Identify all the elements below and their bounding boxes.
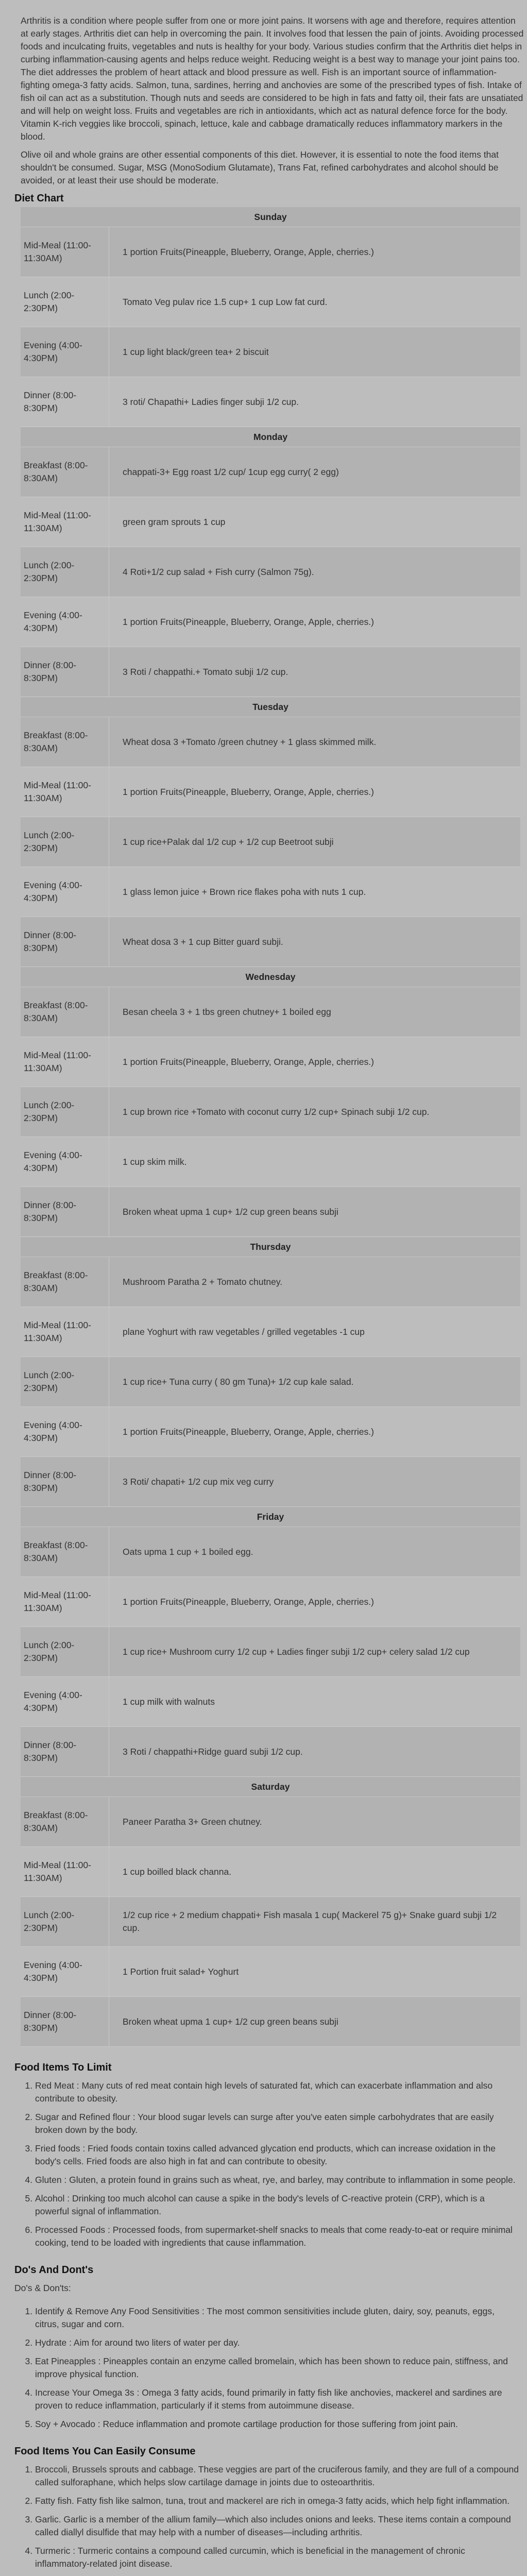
dos-item: 2. Hydrate : Aim for around two liters of water per day. xyxy=(35,2336,521,2349)
meal-time: Lunch (2:00-2:30PM) xyxy=(21,1357,109,1406)
meal-time: Mid-Meal (11:00-11:30AM) xyxy=(21,1037,109,1087)
meal-food: 1 glass lemon juice + Brown rice flakes poha with nuts 1 cup. xyxy=(123,886,366,897)
meal-time: Evening (4:00-4:30PM) xyxy=(21,1137,109,1187)
meal-row xyxy=(21,717,520,767)
limit-item: 3. Fried foods : Fried foods contain toxins called advanced glycation end products, which can increase oxidation in the body's cells. Fried foods are also high in fat and can contribute to obesity. xyxy=(35,2142,521,2168)
meal-row xyxy=(21,1257,520,1307)
intro-paragraph-2: Olive oil and whole grains are other essential components of this diet. However, it is essential to note the food items that shouldn't be consumed. Sugar, MSG (MonoSodium Glutamate), Trans Fat, refined carbohydrates and alcohol should be avoided, or at least their use should be moderate. xyxy=(21,149,499,185)
dos-item: 5. Soy + Avocado : Reduce inflammation and promote cartilage production for those suffering from joint pain. xyxy=(35,2418,521,2431)
meal-time: Evening (4:00-4:30PM) xyxy=(21,1947,109,1996)
dos-item: 1. Identify & Remove Any Food Sensitivities : The most common sensitivities include gluten, dairy, soy, peanuts, eggs, citrus, sugar and corn. xyxy=(35,2305,521,2331)
meal-food: Tomato Veg pulav rice 1.5 cup+ 1 cup Low fat curd. xyxy=(123,296,328,307)
meal-row xyxy=(21,1577,520,1627)
meal-row xyxy=(21,1897,520,1947)
meal-food: green gram sprouts 1 cup xyxy=(123,516,226,527)
meal-time: Lunch (2:00-2:30PM) xyxy=(21,1897,109,1946)
meal-row xyxy=(21,327,520,377)
dos-subtitle: Do's & Don'ts: xyxy=(14,2283,71,2293)
meal-row xyxy=(21,647,520,697)
meal-time: Dinner (8:00-8:30PM) xyxy=(21,1457,109,1506)
dos-item: 4. Increase Your Omega 3s : Omega 3 fatty acids, found primarily in fatty fish like anchovies, mackerel and sardines are proven to reduce inflammation, particularly if it stems from autoimmune disease. xyxy=(35,2386,521,2412)
consume-item: 3. Garlic. Garlic is a member of the allium family—which also includes onions and leeks. These items contain a compound called diallyl disulfide that may help with a number of diseases—including arthritis. xyxy=(35,2513,521,2539)
meal-row xyxy=(21,1407,520,1457)
meal-food: 3 Roti / chappathi.+ Tomato subji 1/2 cup. xyxy=(123,666,288,677)
meal-row xyxy=(21,767,520,817)
day-header: Thursday xyxy=(21,1237,520,1257)
meal-row xyxy=(21,1357,520,1407)
meal-food: 1 portion Fruits(Pineapple, Blueberry, Orange, Apple, cherries.) xyxy=(123,1056,374,1067)
meal-food: Paneer Paratha 3+ Green chutney. xyxy=(123,1816,262,1827)
meal-food: plane Yoghurt with raw vegetables / grilled vegetables -1 cup xyxy=(123,1326,365,1337)
meal-time: Breakfast (8:00-8:30AM) xyxy=(21,447,109,497)
meal-time: Breakfast (8:00-8:30AM) xyxy=(21,717,109,767)
meal-row xyxy=(21,1677,520,1727)
meal-time: Evening (4:00-4:30PM) xyxy=(21,327,109,377)
meal-time: Dinner (8:00-8:30PM) xyxy=(21,1997,109,2046)
meal-time: Lunch (2:00-2:30PM) xyxy=(21,277,109,327)
intro-paragraph: Arthritis is a condition where people suffer from one or more joint pains. It worsens with age and therefore, requires attention at early stages. Arthritis diet can help in overcoming the pain. It involves food that lessen the pain of joints. Avoiding processed foods and inculcating fruits, vegetables and nuts is healthy for your body. Various studies confirm that the Arthritis diet helps in curbing inflammation-causing agents and helps reduce weight. Reducing weight is a best way to manage your joint pains too. The diet addresses the problem of heart attack and blood pressure as well. Fish is an important source of inflammation-fighting omega-3 fatty acids. Salmon, tuna, sardines, herring and anchovies are some of the prescribed types of fish. Intake of fish oil can act as a substitution. Though nuts and seeds are considered to be high in fats and fatty oil, their fats are unsatiated and will help on weight loss. Fruits and vegetables are rich in antioxidants, which act as natural defence force for the body. Vitamin K-rich veggies like broccoli, spinach, lettuce, kale and cabbage dramatically reduces inflammatory markers in the blood. xyxy=(21,15,524,142)
meal-time: Lunch (2:00-2:30PM) xyxy=(21,1627,109,1676)
meal-food: 1 cup boilled black channa. xyxy=(123,1866,232,1877)
meal-food: Besan cheela 3 + 1 tbs green chutney+ 1 boiled egg xyxy=(123,1006,331,1017)
day-header: Saturday xyxy=(21,1777,520,1797)
meal-row xyxy=(21,1847,520,1897)
meal-food: 1 cup rice+ Mushroom curry 1/2 cup + Ladies finger subji 1/2 cup+ celery salad 1/2 cup xyxy=(123,1646,470,1657)
meal-row xyxy=(21,817,520,867)
meal-time: Evening (4:00-4:30PM) xyxy=(21,1677,109,1726)
dos-item: 3. Eat Pineapples : Pineapples contain an enzyme called bromelain, which has been shown to reduce pain, stiffness, and improve physical function. xyxy=(35,2355,521,2381)
meal-food: 1/2 cup rice + 2 medium chappati+ Fish masala 1 cup( Mackerel 75 g)+ Snake guard subji 1/2 cup. xyxy=(123,1910,497,1933)
consume-title: Food Items You Can Easily Consume xyxy=(14,2446,196,2457)
meal-food: 3 Roti / chappathi+Ridge guard subji 1/2 cup. xyxy=(123,1746,303,1757)
meal-row xyxy=(21,447,520,497)
dos-title: Do's And Dont's xyxy=(14,2264,94,2276)
meal-time: Mid-Meal (11:00-11:30AM) xyxy=(21,767,109,817)
limit-list xyxy=(14,2079,521,2249)
meal-food: Wheat dosa 3 + 1 cup Bitter guard subji. xyxy=(123,936,283,947)
meal-row xyxy=(21,1137,520,1187)
day-header: Tuesday xyxy=(21,697,520,717)
meal-row xyxy=(21,1797,520,1847)
meal-row xyxy=(21,1307,520,1357)
limit-item: 4. Gluten : Gluten, a protein found in grains such as wheat, rye, and barley, may contribute to inflammation in some people. xyxy=(35,2174,521,2187)
meal-food: 1 portion Fruits(Pineapple, Blueberry, Orange, Apple, cherries.) xyxy=(123,1426,374,1437)
day-header: Monday xyxy=(21,427,520,447)
meal-row xyxy=(21,547,520,597)
meal-time: Mid-Meal (11:00-11:30AM) xyxy=(21,497,109,547)
meal-row xyxy=(21,1187,520,1237)
meal-food: 3 roti/ Chapathi+ Ladies finger subji 1/2 cup. xyxy=(123,396,299,407)
meal-food: Mushroom Paratha 2 + Tomato chutney. xyxy=(123,1276,283,1287)
meal-food: 1 portion Fruits(Pineapple, Blueberry, Orange, Apple, cherries.) xyxy=(123,786,374,797)
meal-time: Dinner (8:00-8:30PM) xyxy=(21,377,109,427)
consume-item: 1. Broccoli, Brussels sprouts and cabbage. These veggies are part of the cruciferous family, and they are full of a compound called sulforaphane, which helps slow cartilage damage in joints due to osteoarthritis. xyxy=(35,2463,521,2489)
meal-time: Breakfast (8:00-8:30AM) xyxy=(21,1527,109,1577)
consume-item: 4. Turmeric : Turmeric contains a compound called curcumin, which is beneficial in the management of chronic inflammatory-related joint disease. xyxy=(35,2545,521,2570)
meal-row xyxy=(21,497,520,547)
meal-time: Breakfast (8:00-8:30AM) xyxy=(21,1797,109,1846)
meal-time: Dinner (8:00-8:30PM) xyxy=(21,647,109,697)
limit-item: 6. Processed Foods : Processed foods, from supermarket-shelf snacks to meals that come ready-to-eat or require minimal cooking, tend to be loaded with ingredients that cause inflammation. xyxy=(35,2224,521,2249)
meal-time: Lunch (2:00-2:30PM) xyxy=(21,547,109,597)
meal-food: 1 cup light black/green tea+ 2 biscuit xyxy=(123,346,269,357)
meal-row xyxy=(21,1037,520,1087)
meal-row xyxy=(21,1457,520,1507)
meal-row xyxy=(21,987,520,1037)
meal-time: Evening (4:00-4:30PM) xyxy=(21,597,109,647)
meal-food: 1 cup rice+Palak dal 1/2 cup + 1/2 cup Beetroot subji xyxy=(123,836,334,847)
day-header: Friday xyxy=(21,1507,520,1527)
meal-food: 3 Roti/ chapati+ 1/2 cup mix veg curry xyxy=(123,1476,274,1487)
meal-time: Mid-Meal (11:00-11:30AM) xyxy=(21,227,109,277)
meal-row xyxy=(21,277,520,327)
limit-item: 2. Sugar and Refined flour : Your blood sugar levels can surge after you've eaten simple carbohydrates that are easily broken down by the body. xyxy=(35,2111,521,2137)
meal-food: Broken wheat upma 1 cup+ 1/2 cup green beans subji xyxy=(123,2016,338,2027)
meal-time: Dinner (8:00-8:30PM) xyxy=(21,917,109,967)
meal-time: Evening (4:00-4:30PM) xyxy=(21,867,109,917)
meal-row xyxy=(21,1627,520,1677)
day-header: Sunday xyxy=(21,207,520,227)
meal-time: Dinner (8:00-8:30PM) xyxy=(21,1727,109,1776)
meal-row xyxy=(21,1997,520,2047)
meal-food: Broken wheat upma 1 cup+ 1/2 cup green beans subji xyxy=(123,1206,338,1217)
meal-row xyxy=(21,917,520,967)
meal-food: 4 Roti+1/2 cup salad + Fish curry (Salmon 75g). xyxy=(123,566,314,577)
limit-item: 5. Alcohol : Drinking too much alcohol can cause a spike in the body's levels of C-reactive protein (CRP), which is a powerful signal of inflammation. xyxy=(35,2192,521,2218)
meal-food: 1 cup skim milk. xyxy=(123,1156,187,1167)
meal-row xyxy=(21,867,520,917)
consume-list xyxy=(14,2463,521,2576)
meal-food: 1 portion Fruits(Pineapple, Blueberry, Orange, Apple, cherries.) xyxy=(123,1596,374,1607)
meal-food: 1 cup brown rice +Tomato with coconut curry 1/2 cup+ Spinach subji 1/2 cup. xyxy=(123,1106,430,1117)
meal-time: Evening (4:00-4:30PM) xyxy=(21,1407,109,1456)
meal-food: chappati-3+ Egg roast 1/2 cup/ 1cup egg curry( 2 egg) xyxy=(123,466,339,477)
meal-row xyxy=(21,1947,520,1997)
meal-time: Breakfast (8:00-8:30AM) xyxy=(21,1257,109,1307)
meal-food: Oats upma 1 cup + 1 boiled egg. xyxy=(123,1546,253,1557)
meal-row xyxy=(21,1527,520,1577)
diet-chart-table xyxy=(21,207,520,2047)
meal-time: Breakfast (8:00-8:30AM) xyxy=(21,987,109,1037)
meal-food: 1 portion Fruits(Pineapple, Blueberry, Orange, Apple, cherries.) xyxy=(123,616,374,627)
meal-time: Mid-Meal (11:00-11:30AM) xyxy=(21,1307,109,1357)
limit-title: Food Items To Limit xyxy=(14,2062,112,2073)
meal-row xyxy=(21,1727,520,1777)
meal-time: Lunch (2:00-2:30PM) xyxy=(21,817,109,867)
consume-item: 2. Fatty fish. Fatty fish like salmon, tuna, trout and mackerel are rich in omega-3 fatty acids, which help fight inflammation. xyxy=(35,2495,521,2507)
day-header: Wednesday xyxy=(21,967,520,987)
meal-row xyxy=(21,377,520,427)
meal-row xyxy=(21,597,520,647)
meal-row xyxy=(21,227,520,277)
meal-food: Wheat dosa 3 +Tomato /green chutney + 1 glass skimmed milk. xyxy=(123,736,377,747)
meal-food: 1 Portion fruit salad+ Yoghurt xyxy=(123,1966,239,1977)
limit-item: 1. Red Meat : Many cuts of red meat contain high levels of saturated fat, which can exacerbate inflammation and also contribute to obesity. xyxy=(35,2079,521,2105)
diet-chart-title: Diet Chart xyxy=(14,193,64,204)
meal-row xyxy=(21,1087,520,1137)
meal-food: 1 portion Fruits(Pineapple, Blueberry, Orange, Apple, cherries.) xyxy=(123,246,374,257)
meal-time: Mid-Meal (11:00-11:30AM) xyxy=(21,1577,109,1626)
meal-time: Dinner (8:00-8:30PM) xyxy=(21,1187,109,1236)
meal-food: 1 cup milk with walnuts xyxy=(123,1696,215,1707)
meal-food: 1 cup rice+ Tuna curry ( 80 gm Tuna)+ 1/2 cup kale salad. xyxy=(123,1376,354,1387)
meal-time: Lunch (2:00-2:30PM) xyxy=(21,1087,109,1137)
meal-time: Mid-Meal (11:00-11:30AM) xyxy=(21,1847,109,1896)
dos-list xyxy=(14,2305,521,2431)
